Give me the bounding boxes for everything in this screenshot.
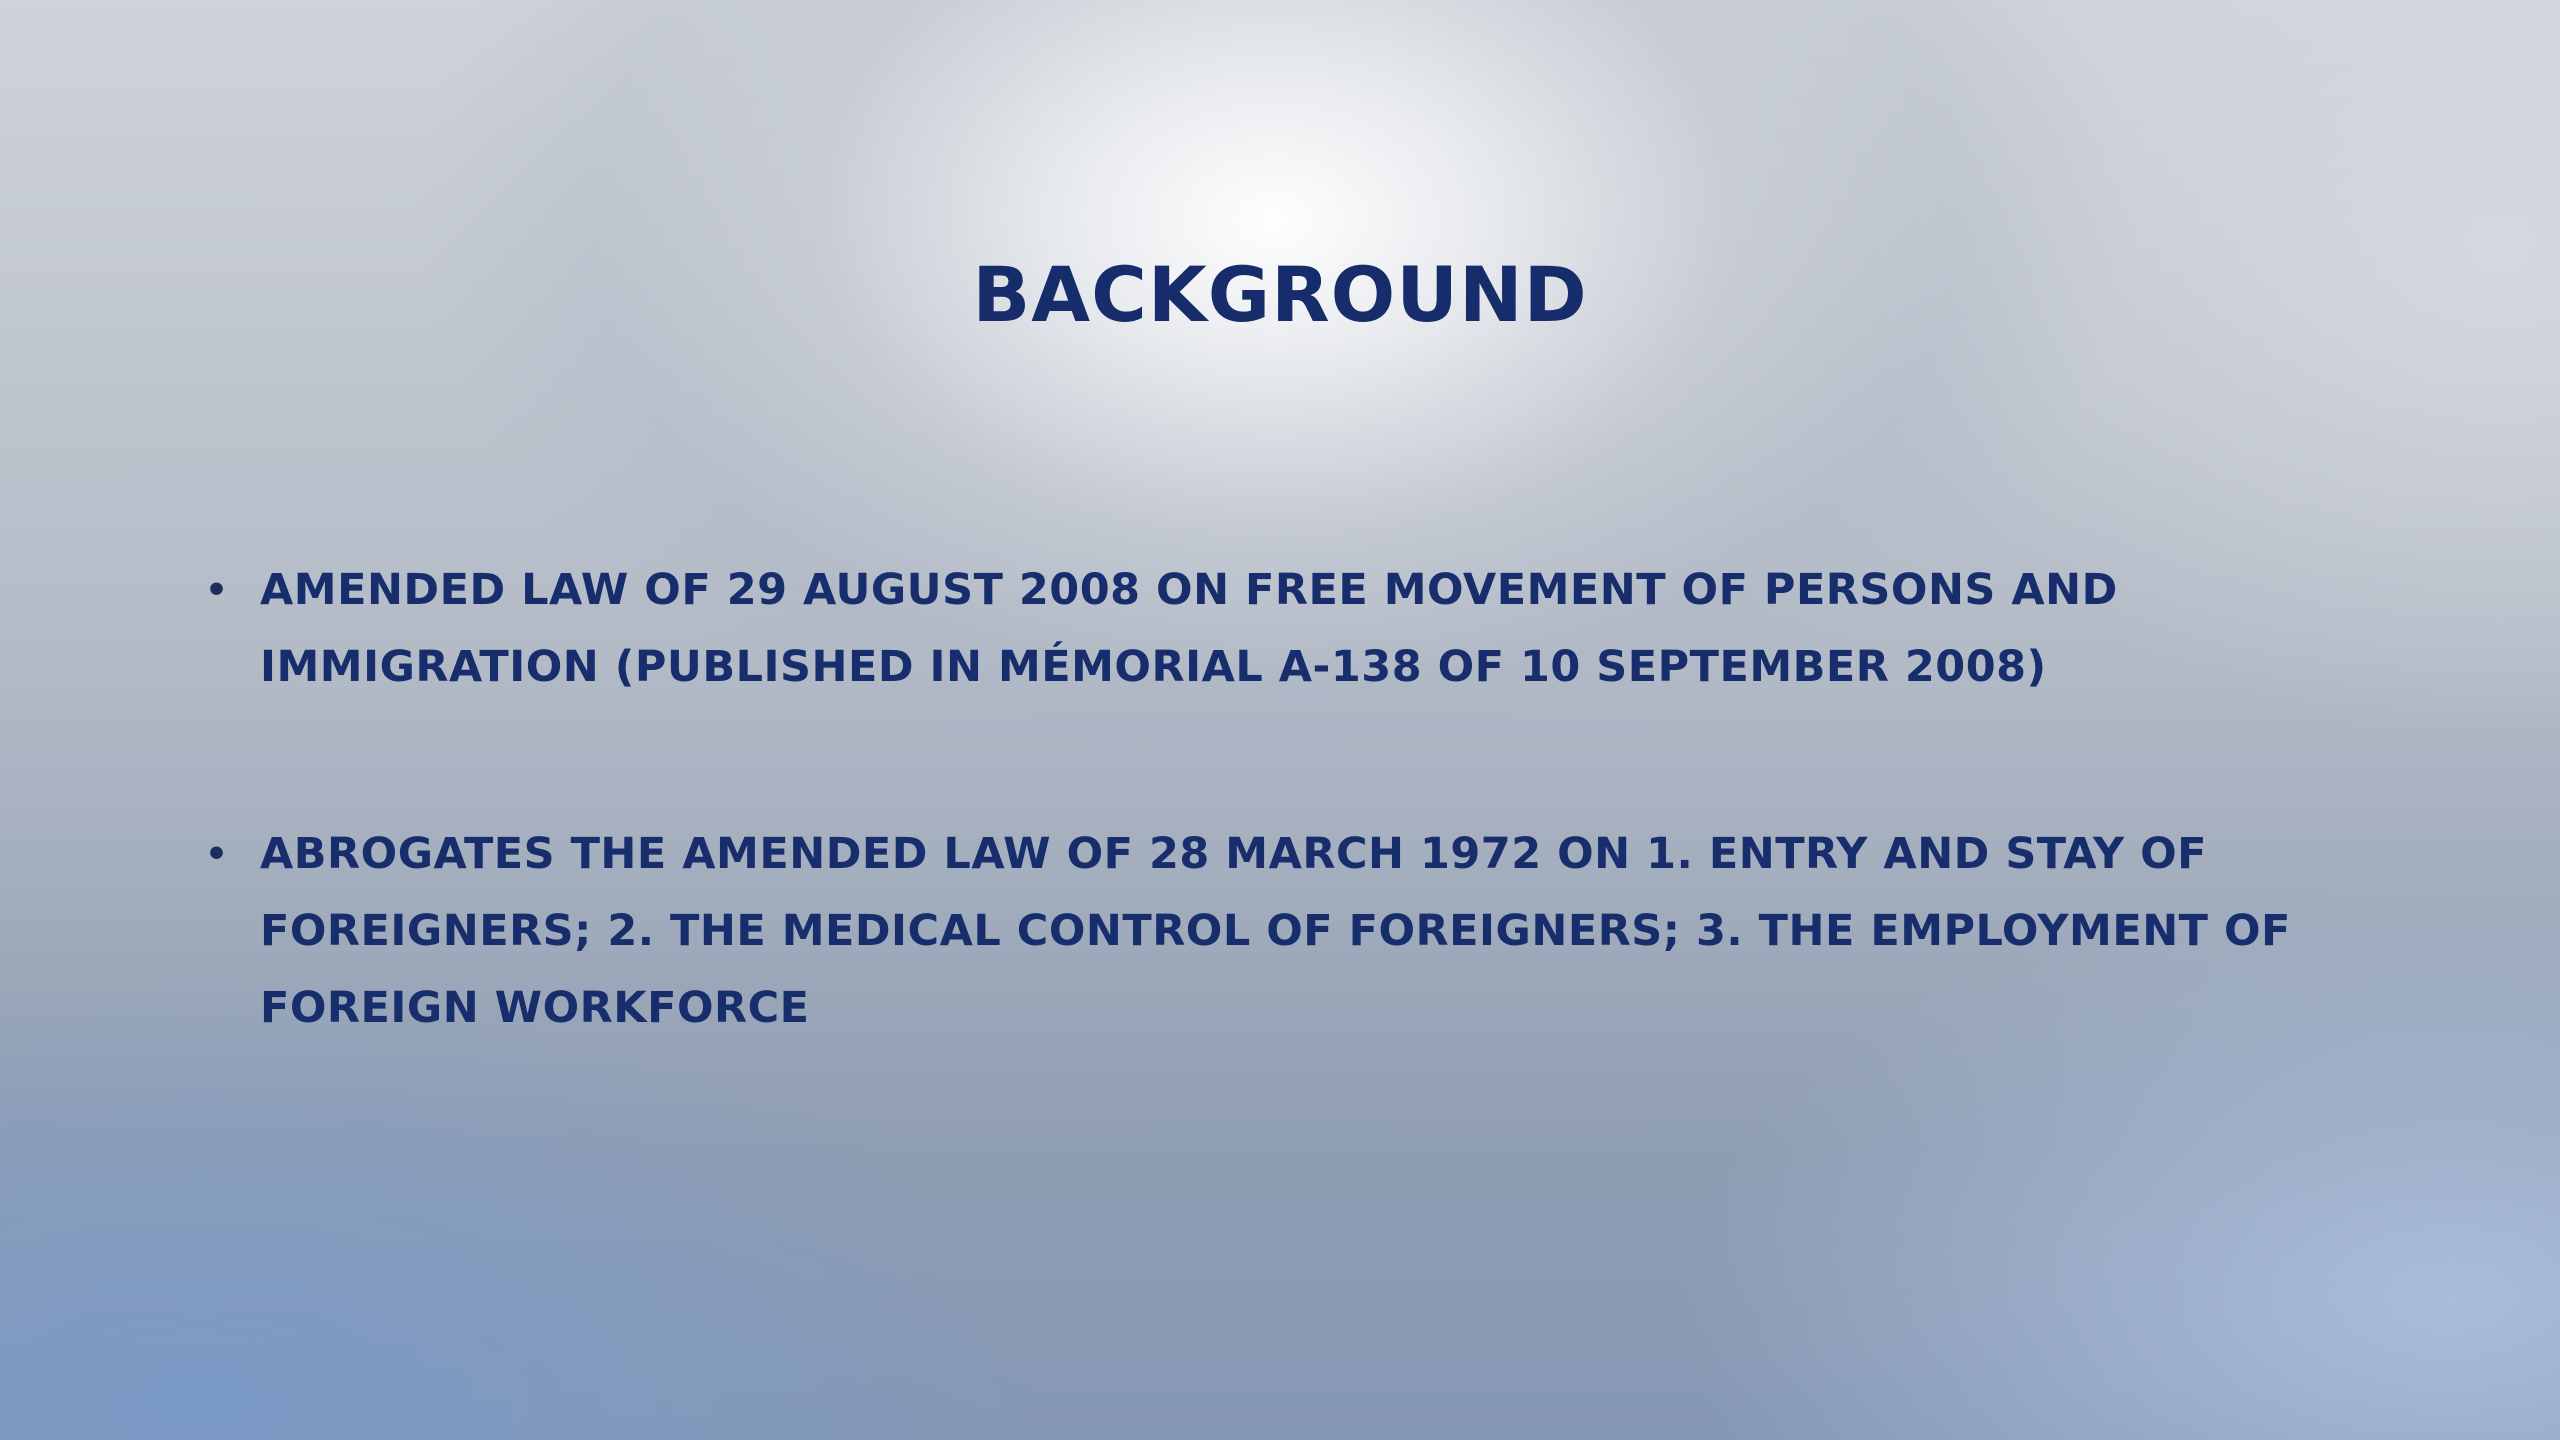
bullet-list <box>205 552 2305 1157</box>
bullet-text-line: ABROGATES THE AMENDED LAW OF 28 MARCH 1972 ON 1. ENTRY AND STAY OF <box>260 829 2208 879</box>
slide-title: BACKGROUND <box>972 250 1588 339</box>
bullet-marker: • <box>205 834 229 875</box>
bullet-item-law-2008 <box>205 552 2305 706</box>
bullet-text-line: FOREIGN WORKFORCE <box>260 983 810 1033</box>
bullet-text-line: AMENDED LAW OF 29 AUGUST 2008 ON FREE MOVEMENT OF PERSONS AND <box>260 565 2118 615</box>
bullet-text-line: FOREIGNERS; 2. THE MEDICAL CONTROL OF FOREIGNERS; 3. THE EMPLOYMENT OF <box>260 906 2291 956</box>
bullet-marker: • <box>205 570 229 611</box>
bullet-text-line: IMMIGRATION (PUBLISHED IN MÉMORIAL A-138 OF 10 SEPTEMBER 2008) <box>260 642 2047 692</box>
bullet-item-abrogates-1972 <box>205 816 2305 1047</box>
